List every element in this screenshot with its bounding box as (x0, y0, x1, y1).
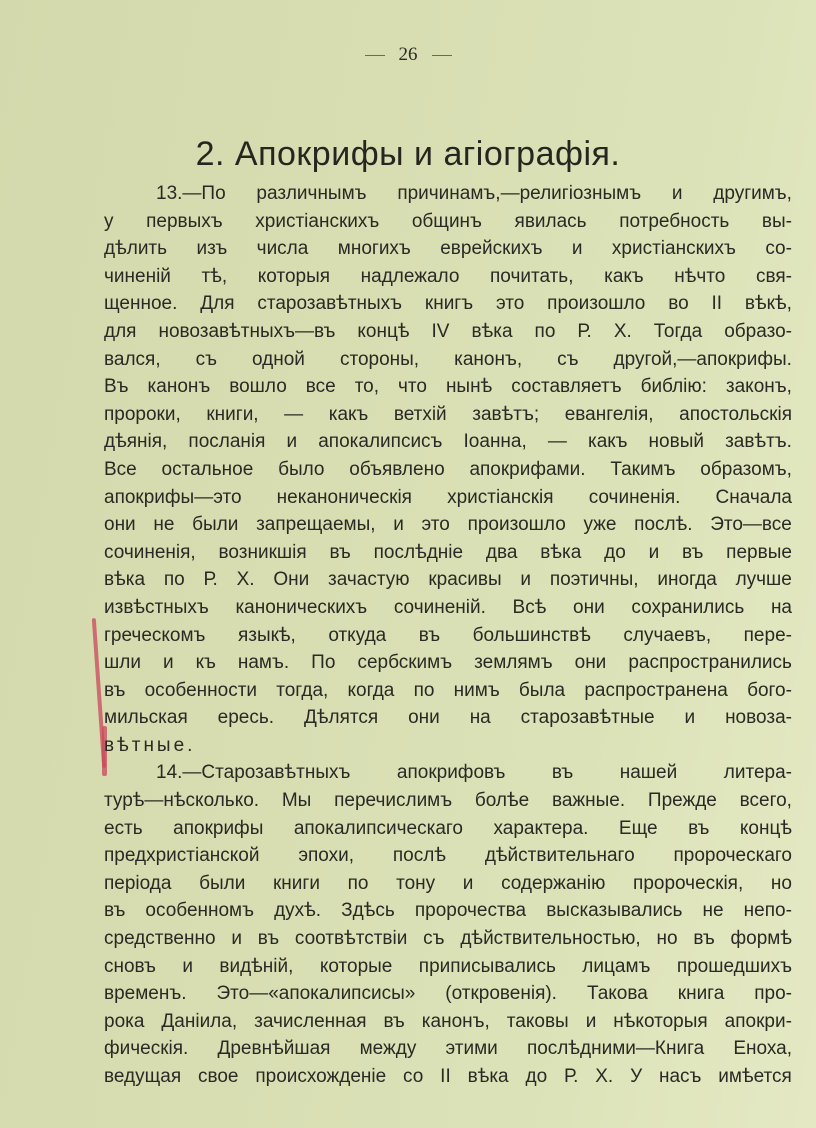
word: до (525, 1066, 548, 1087)
text-line (104, 594, 792, 622)
word: вѣка (471, 320, 513, 342)
word: особенности (144, 679, 258, 701)
word: стороны, (339, 348, 420, 370)
word: образомъ, (700, 458, 792, 480)
word: числа (256, 238, 309, 260)
word: Дѣлятся (303, 707, 379, 729)
text-line (104, 290, 792, 318)
word: откуда (328, 624, 387, 646)
page-number (0, 44, 816, 66)
word: это (421, 514, 450, 536)
word: съ (195, 348, 217, 370)
word: Тогда (653, 320, 703, 342)
word: новоза- (725, 707, 792, 729)
word: различнымъ (256, 183, 367, 204)
word: вошло (229, 376, 287, 398)
word: другимъ, (713, 183, 792, 204)
word: все (305, 376, 336, 398)
word: возникшія (218, 541, 307, 563)
text-line (104, 566, 792, 594)
dash-left (365, 55, 385, 56)
word: вѣка (467, 1066, 509, 1087)
word: пере- (743, 624, 792, 646)
word: ведущая (104, 1066, 182, 1087)
word: 13.—По (156, 183, 226, 204)
word: сербскимъ (357, 652, 453, 674)
text-line (104, 980, 792, 1008)
word: II (440, 1066, 451, 1087)
word: была (518, 679, 566, 701)
word: вѣка (540, 541, 582, 563)
word: въ (104, 679, 126, 701)
word: какъ (587, 431, 628, 453)
text-line (104, 1063, 792, 1091)
word: періода (104, 872, 172, 894)
word: Мы (281, 790, 312, 812)
word: въ (104, 900, 126, 922)
word: дѣлить (104, 238, 168, 260)
word: фическія. (104, 1038, 189, 1060)
word: апокрифы (173, 817, 264, 839)
word: и (520, 569, 532, 591)
word: дѣянія, (104, 431, 168, 453)
word: по (347, 872, 369, 894)
word: были (192, 514, 239, 536)
word: не (702, 900, 724, 922)
word: явилась (514, 210, 587, 232)
text-line (104, 649, 792, 677)
word: послѣдніе (373, 541, 464, 563)
word: Еще (618, 817, 658, 839)
word: послѣ (392, 845, 446, 867)
word: чиненій (104, 265, 171, 287)
word: образо- (724, 320, 792, 342)
word: на (770, 596, 792, 618)
word: важные. (551, 790, 626, 812)
word: Х. (595, 1066, 614, 1087)
word: апокрифы—это (104, 486, 242, 508)
word: средственно (104, 928, 216, 950)
word: свое (197, 1066, 239, 1087)
word: запрещаемы, (256, 514, 376, 536)
word: зачисленная (254, 1010, 367, 1032)
text-line (104, 732, 792, 760)
word: книга (677, 983, 725, 1005)
word: свя- (755, 265, 792, 287)
word: было (278, 458, 325, 480)
word: это (495, 293, 525, 315)
text-line (104, 1035, 792, 1063)
word: новозавѣтныхъ—въ (158, 320, 336, 342)
word: они (574, 652, 607, 674)
word: надлежало (360, 265, 460, 287)
word: почитать, (490, 265, 574, 287)
word: и (684, 707, 696, 729)
word: законъ, (725, 376, 792, 398)
word: мильская (104, 707, 188, 729)
word: но (656, 928, 678, 950)
word: съ (557, 348, 579, 370)
word: послѣ. (634, 514, 693, 536)
text-line (104, 539, 792, 567)
word: большинствѣ (472, 624, 591, 646)
word: Для (200, 293, 235, 315)
text-line (104, 511, 792, 539)
word: посланія (188, 431, 266, 453)
word: насъ (659, 1066, 702, 1087)
word: какъ (604, 265, 644, 287)
word: на (469, 707, 491, 729)
word: характера. (493, 817, 589, 839)
word: IV (431, 320, 450, 342)
word: произошло (467, 514, 566, 536)
text-line (104, 925, 792, 953)
word: содержанію (501, 872, 606, 894)
word: апокри- (724, 1010, 792, 1032)
text-line (104, 401, 792, 429)
word: причинамъ,—религіознымъ (397, 183, 642, 204)
word: первые (726, 541, 792, 563)
word: какъ (328, 403, 369, 425)
word: вѣтные. (104, 734, 196, 756)
word: многихъ (337, 238, 411, 260)
word: землямъ (474, 652, 553, 674)
word: высказывались (546, 900, 683, 922)
word: два (485, 541, 518, 563)
word: Здѣсь (341, 900, 395, 922)
word: этими (445, 1038, 498, 1060)
word: апокалипсическаго (293, 817, 463, 839)
word: 14.—Старозавѣтныхъ (156, 762, 351, 784)
word: составляетъ (511, 376, 622, 398)
word: пророчества (414, 900, 527, 922)
word: объявлено (349, 458, 445, 480)
word: иногда (657, 569, 717, 591)
word: нынѣ (445, 376, 493, 398)
word: произошло (547, 293, 646, 315)
word: и (571, 238, 583, 260)
word: и (393, 514, 404, 536)
word: были (199, 872, 246, 894)
dash-right (432, 55, 452, 56)
word: Это—«апокалипсисы» (216, 983, 416, 1005)
word: всего, (739, 790, 792, 812)
word: евангелія, (564, 403, 654, 425)
word: концѣ (739, 817, 792, 839)
word: апостольскія (679, 403, 792, 425)
word: Р. (203, 569, 218, 591)
word: бого- (747, 679, 792, 701)
word: (откровенія). (445, 983, 557, 1005)
word: канонъ, (421, 1010, 490, 1032)
word: пророки, (104, 403, 181, 425)
word: языкѣ, (237, 624, 296, 646)
word: одной (252, 348, 305, 370)
word: христіанскія (447, 486, 554, 508)
word: книги (272, 872, 320, 894)
word: У (630, 1066, 643, 1087)
word: про- (754, 983, 792, 1005)
word: таковы (506, 1010, 569, 1032)
word: старозавѣтные (520, 707, 655, 729)
word: нѣкоторыя (613, 1010, 708, 1032)
word: до (604, 541, 626, 563)
word: лицамъ (582, 955, 651, 977)
text-line (104, 318, 792, 346)
word: неканоническія (276, 486, 412, 508)
word: то, (354, 376, 380, 398)
text-line (104, 759, 792, 787)
text-line (104, 704, 792, 732)
word: по (534, 320, 556, 342)
word: и (671, 183, 683, 204)
word: сочиненій. (393, 596, 486, 618)
word: приписывались (418, 955, 556, 977)
word: которые (319, 955, 393, 977)
word: Въ (104, 376, 129, 398)
word: Іоанна, (463, 431, 527, 453)
text-line (104, 180, 792, 208)
word: книгъ (424, 293, 474, 315)
word: красивы (428, 569, 502, 591)
word: въ (257, 928, 280, 950)
word: еврейскихъ (440, 238, 543, 260)
word: и (648, 541, 660, 563)
word: сочиненія, (104, 541, 196, 563)
word: Сначала (715, 486, 792, 508)
word: прошедшихъ (676, 955, 792, 977)
text-line (104, 677, 792, 705)
word: они (104, 514, 136, 536)
text-line (104, 870, 792, 898)
word: канонъ, (454, 348, 523, 370)
word: апокрифами. (469, 458, 586, 480)
word: сновъ (104, 955, 156, 977)
word: не (153, 514, 175, 536)
word: они (408, 707, 440, 729)
word: что (398, 376, 427, 398)
word: намъ. (237, 652, 290, 674)
word: Р. (564, 1066, 579, 1087)
word: зачастую (328, 569, 410, 591)
word: между (359, 1038, 417, 1060)
paragraph-13 (104, 180, 792, 759)
word: тѣ, (201, 265, 228, 287)
word: вѣка (104, 569, 146, 591)
chapter-title: 2. Апокрифы и агіографія. (195, 134, 621, 173)
word: въ (418, 624, 441, 646)
word: уже (583, 514, 617, 536)
word: нимъ (453, 679, 500, 701)
word: Еноха, (733, 1038, 792, 1060)
word: и (462, 872, 474, 894)
word: въ (682, 541, 704, 563)
page-number-value: 26 (398, 44, 418, 65)
word: ветхій (393, 403, 447, 425)
word: Всѣ (512, 596, 547, 618)
word: лучше (735, 569, 792, 591)
word: изъ (196, 238, 228, 260)
word: Даніила, (161, 1010, 238, 1032)
word: и (162, 652, 174, 674)
word: въ (693, 928, 715, 950)
text-line (104, 456, 792, 484)
word: къ (195, 652, 216, 674)
word: предхристіанской (104, 845, 260, 867)
word: и (231, 928, 242, 950)
word: формѣ (730, 928, 792, 950)
word: — (284, 403, 304, 425)
text-line (104, 787, 792, 815)
word: нашей (619, 762, 678, 784)
word: случаевъ, (623, 624, 712, 646)
word: первыхъ (146, 210, 223, 232)
word: распространились (628, 652, 792, 674)
word: вался, (104, 348, 161, 370)
word: Такимъ (610, 458, 676, 480)
word: имѣется (718, 1066, 792, 1087)
text-line (104, 346, 792, 374)
word: книги, (206, 403, 259, 425)
word: Р. (577, 320, 592, 342)
word: завѣтъ; (472, 403, 540, 425)
word: пророческаго (673, 845, 792, 867)
word: въ (688, 817, 710, 839)
word: шли (104, 652, 141, 674)
word: — (547, 431, 567, 453)
word: и (182, 955, 193, 977)
word: у (104, 210, 114, 232)
word: эпохи, (298, 845, 355, 867)
word: турѣ—нѣсколько. (104, 790, 260, 812)
word: потребность (619, 210, 730, 232)
word: и (585, 1010, 597, 1032)
word: есть (104, 817, 143, 839)
word: христіанскихъ (611, 238, 736, 260)
word: библію: (640, 376, 707, 398)
word: сочиненія. (588, 486, 681, 508)
word: По (311, 652, 336, 674)
word: когда (347, 679, 395, 701)
word: послѣдними—Книга (526, 1038, 705, 1060)
word: въ (551, 762, 574, 784)
word: видѣній, (219, 955, 294, 977)
word: Такова (586, 983, 648, 1005)
text-line (104, 953, 792, 981)
word: Прежде (647, 790, 717, 812)
word: духѣ. (274, 900, 322, 922)
word: происхожденіе (255, 1066, 387, 1087)
page-body (104, 180, 792, 1091)
word: по (413, 679, 435, 701)
word: вы- (761, 210, 792, 232)
word: апокалипсисъ (318, 431, 443, 453)
word: щенное. (104, 293, 178, 315)
word: рока (104, 1010, 145, 1032)
text-line (104, 263, 792, 291)
word: распространена (584, 679, 728, 701)
word: Все (104, 458, 137, 480)
word: во (668, 293, 689, 315)
text-line (104, 484, 792, 512)
word: тогда, (276, 679, 329, 701)
word: старозавѣтныхъ (257, 293, 403, 315)
word: канонъ (147, 376, 211, 398)
word: временъ. (104, 983, 187, 1005)
word: и (286, 431, 298, 453)
text-line (104, 897, 792, 925)
word: со- (765, 238, 792, 260)
word: Древнѣйшая (217, 1038, 331, 1060)
text-line (104, 428, 792, 456)
text-line (104, 815, 792, 843)
word: по (163, 569, 185, 591)
word: съ (423, 928, 445, 950)
word: извѣстныхъ (104, 596, 209, 618)
word: II (711, 293, 723, 315)
word: дѣйствительнаго (484, 845, 635, 867)
word: тону (396, 872, 436, 894)
word: въ (329, 541, 351, 563)
word: дѣйствительностью, (460, 928, 641, 950)
text-line (104, 208, 792, 236)
word: каноническихъ (235, 596, 368, 618)
word: апокрифовъ (396, 762, 506, 784)
word: вѣкѣ, (744, 293, 792, 315)
text-line (104, 235, 792, 263)
text-line (104, 1008, 792, 1036)
word: перечислимъ (334, 790, 453, 812)
word: христіанскихъ (255, 210, 380, 232)
word: они (573, 596, 605, 618)
word: пророческія, (633, 872, 744, 894)
word: Х. (613, 320, 632, 342)
word: болѣе (474, 790, 530, 812)
word: которыя (257, 265, 331, 287)
text-line (104, 622, 792, 650)
word: но (770, 872, 792, 894)
word: литера- (723, 762, 792, 784)
word: соотвѣтствіи (294, 928, 408, 950)
word: Они (273, 569, 310, 591)
word: непо- (743, 900, 792, 922)
word: концѣ (357, 320, 410, 342)
text-line (104, 842, 792, 870)
word: греческомъ (104, 624, 206, 646)
word: другой,—апокрифы. (613, 348, 792, 370)
paragraph-14 (104, 759, 792, 1090)
word: новый (648, 431, 704, 453)
word: нѣчто (674, 265, 726, 287)
word: поэтичны, (549, 569, 639, 591)
word: для (104, 320, 137, 342)
text-line (104, 373, 792, 401)
word: въ (383, 1010, 405, 1032)
word: особенномъ (145, 900, 254, 922)
word: со (403, 1066, 424, 1087)
word: Х. (236, 569, 255, 591)
word: общинъ (411, 210, 482, 232)
word: Это—все (710, 514, 792, 536)
word: ересь. (217, 707, 275, 729)
word: сохранились (631, 596, 745, 618)
word: завѣтъ. (725, 431, 792, 453)
word: остальное (161, 458, 254, 480)
